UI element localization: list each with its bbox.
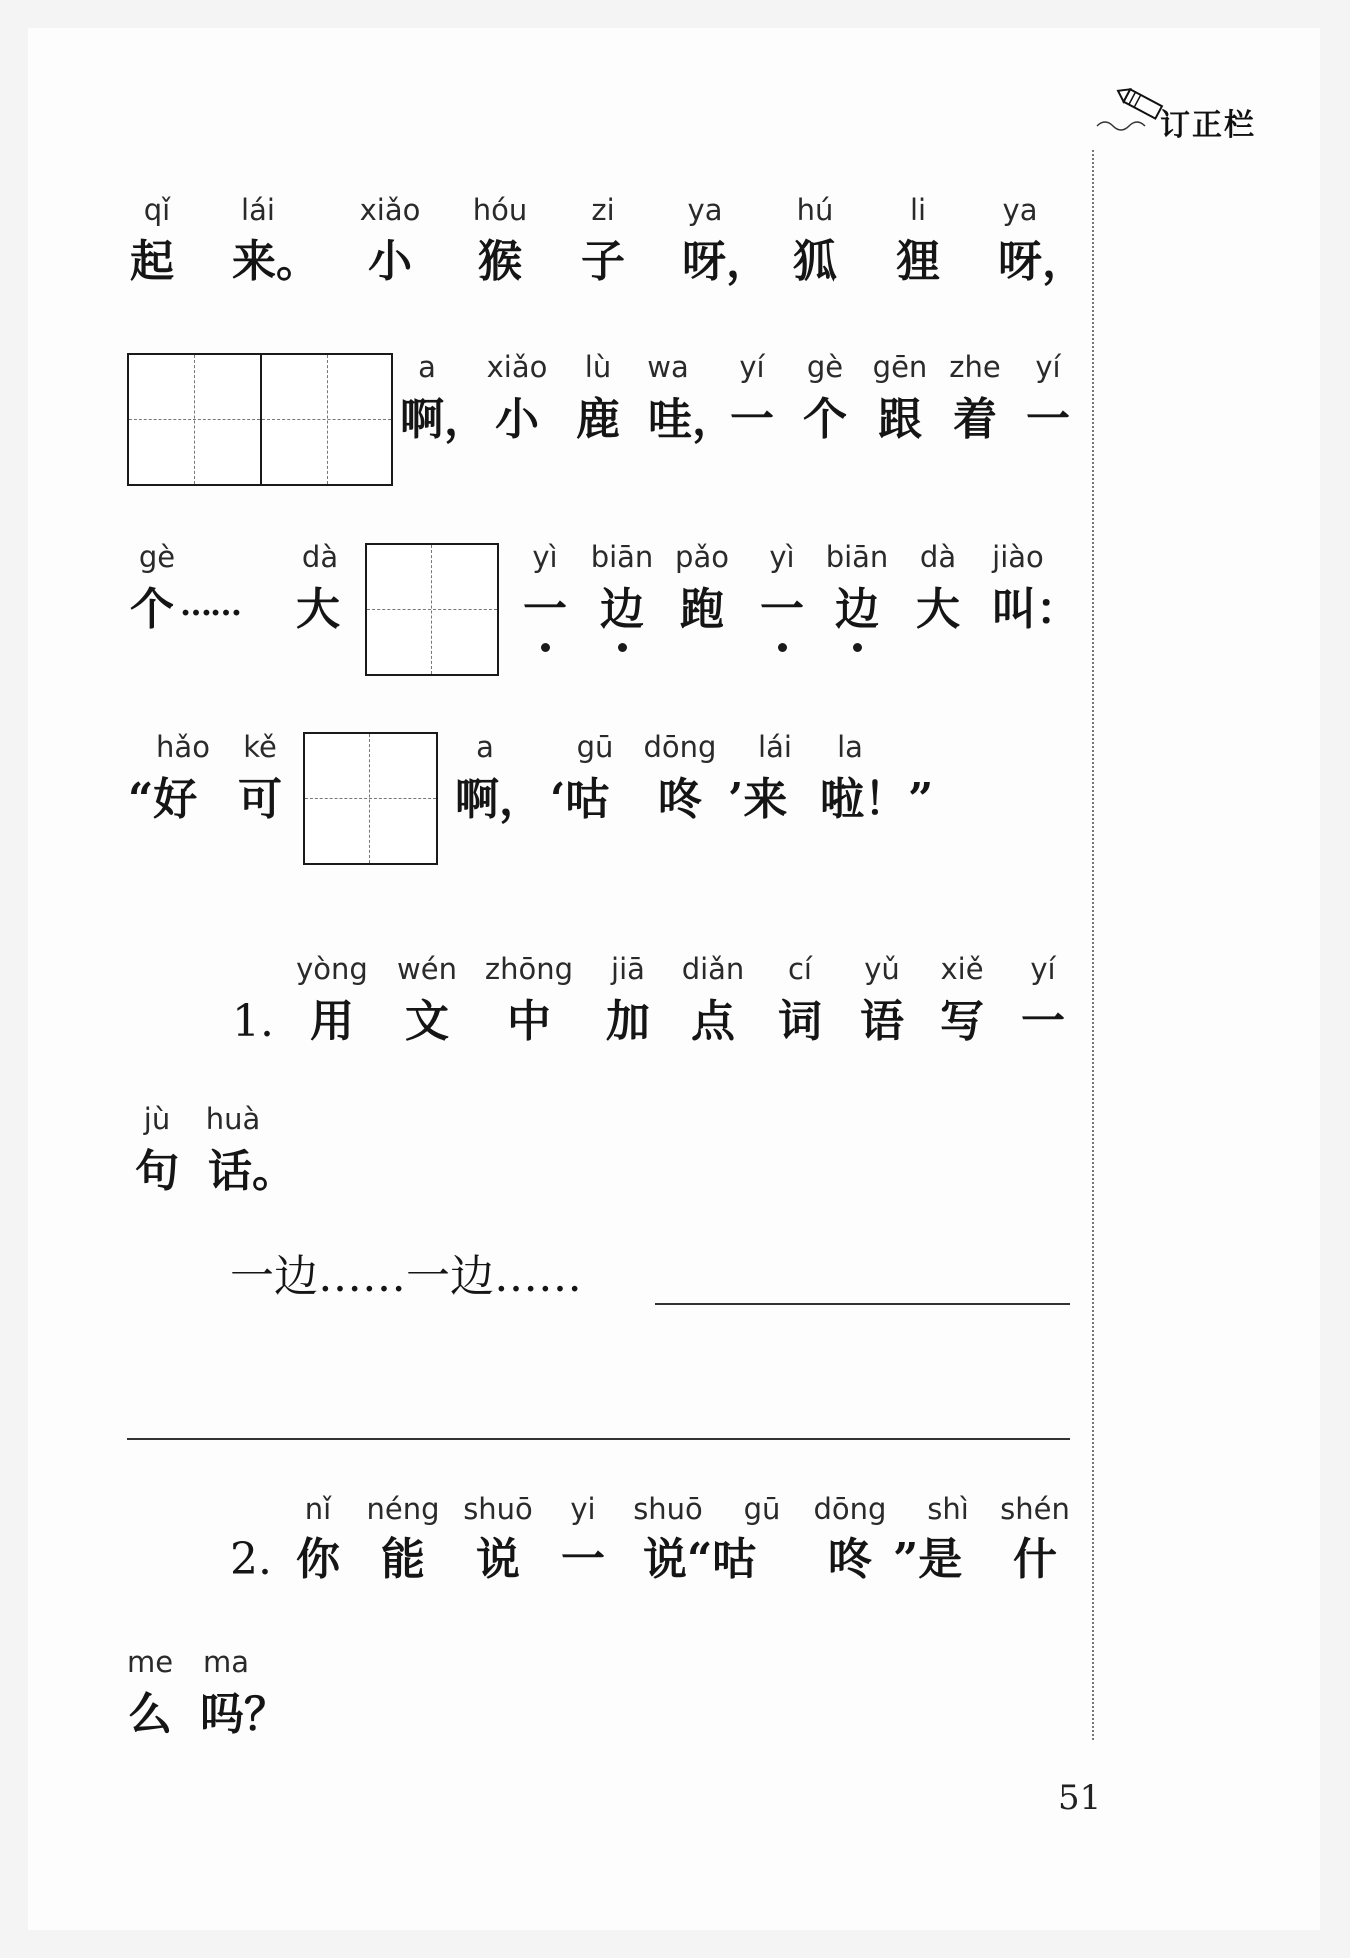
hanzi: 用 bbox=[310, 996, 354, 1047]
pinyin: lái bbox=[241, 193, 275, 227]
pinyin: yǔ bbox=[864, 952, 900, 986]
pinyin: huà bbox=[205, 1102, 261, 1136]
pinyin: dōng bbox=[643, 730, 717, 764]
pinyin: jù bbox=[143, 1102, 171, 1136]
pinyin: dōng bbox=[813, 1492, 887, 1526]
hanzi: 一 bbox=[730, 394, 774, 445]
hanzi: 你 bbox=[296, 1534, 340, 1585]
hanzi: 起 bbox=[130, 236, 174, 287]
pinyin: zi bbox=[591, 193, 615, 227]
pinyin: gū bbox=[743, 1492, 781, 1526]
pinyin: yì bbox=[769, 540, 795, 574]
pinyin: gè bbox=[806, 350, 844, 384]
pinyin: gè bbox=[138, 540, 176, 574]
pinyin: xiǎo bbox=[359, 193, 421, 227]
pinyin: wén bbox=[397, 952, 457, 986]
pinyin: yì bbox=[532, 540, 558, 574]
ellipsis: …… bbox=[180, 585, 240, 623]
pinyin: shén bbox=[1000, 1492, 1070, 1526]
hanzi: 鹿 bbox=[576, 394, 620, 445]
answer-box-one-char[interactable] bbox=[365, 543, 499, 676]
pinyin: gū bbox=[576, 730, 614, 764]
pinyin: lái bbox=[758, 730, 792, 764]
hanzi: 一 bbox=[1026, 394, 1070, 445]
hanzi: 狸 bbox=[896, 236, 940, 287]
hanzi: 可 bbox=[238, 774, 282, 825]
correction-column-title: 订正栏 bbox=[1160, 108, 1256, 143]
pinyin: ya bbox=[1002, 193, 1038, 227]
hanzi: 着 bbox=[953, 394, 997, 445]
pinyin: zhōng bbox=[484, 952, 574, 986]
pinyin: néng bbox=[366, 1492, 440, 1526]
pinyin: a bbox=[476, 730, 494, 764]
hanzi: 一 bbox=[523, 584, 567, 635]
hanzi: 一 bbox=[760, 584, 804, 635]
pinyin: biān bbox=[825, 540, 889, 574]
pinyin: yòng bbox=[296, 952, 368, 986]
hanzi: 大 bbox=[296, 584, 340, 635]
hanzi: 边 bbox=[600, 584, 644, 635]
hanzi: 啊， bbox=[455, 774, 543, 825]
pinyin: gēn bbox=[872, 350, 928, 384]
pinyin: biān bbox=[590, 540, 654, 574]
hanzi: “好 bbox=[128, 774, 198, 825]
hanzi: 呀， bbox=[998, 236, 1086, 287]
hanzi: 个 bbox=[803, 394, 847, 445]
hanzi: 叫： bbox=[992, 584, 1080, 635]
hanzi: 词 bbox=[778, 996, 822, 1047]
pinyin: pǎo bbox=[675, 540, 729, 574]
pinyin: xiǎo bbox=[486, 350, 548, 384]
hanzi: 呀， bbox=[682, 236, 770, 287]
hanzi: 边 bbox=[835, 584, 879, 635]
pinyin: yi bbox=[570, 1492, 596, 1526]
hanzi: 说“咕 bbox=[643, 1534, 757, 1585]
emphasis-dot bbox=[853, 643, 862, 652]
hanzi: 文 bbox=[405, 996, 449, 1047]
hanzi: 吗？ bbox=[200, 1689, 288, 1740]
hanzi: 啊， bbox=[400, 394, 488, 445]
hanzi: 么 bbox=[128, 1689, 172, 1740]
pinyin: qǐ bbox=[143, 193, 171, 227]
hanzi: ’来 bbox=[728, 774, 788, 825]
hanzi: 咚 bbox=[658, 774, 702, 825]
hanzi: 小 bbox=[368, 236, 412, 287]
hanzi: 话。 bbox=[208, 1146, 296, 1197]
hanzi: 一 bbox=[1021, 996, 1065, 1047]
hanzi: ‘咕 bbox=[550, 774, 610, 825]
emphasis-dot bbox=[778, 643, 787, 652]
hanzi: 点 bbox=[691, 996, 735, 1047]
answer-prompt: 一边……一边…… bbox=[230, 1251, 582, 1302]
pinyin: li bbox=[909, 193, 927, 227]
pinyin: ya bbox=[687, 193, 723, 227]
pinyin: hóu bbox=[472, 193, 528, 227]
pinyin: cí bbox=[787, 952, 812, 986]
pinyin: yí bbox=[1035, 350, 1061, 384]
hanzi: 加 bbox=[606, 996, 650, 1047]
pinyin: shuō bbox=[463, 1492, 533, 1526]
pinyin: me bbox=[126, 1645, 174, 1679]
pinyin: la bbox=[837, 730, 863, 764]
hanzi: 哇， bbox=[648, 394, 736, 445]
pinyin: diǎn bbox=[681, 952, 745, 986]
hanzi: 猴 bbox=[478, 236, 522, 287]
pinyin: shì bbox=[927, 1492, 969, 1526]
pinyin: zhe bbox=[949, 350, 1001, 384]
answer-line[interactable] bbox=[655, 1303, 1070, 1305]
question-number: 2. bbox=[230, 1534, 272, 1585]
hanzi: 子 bbox=[581, 236, 625, 287]
pinyin: jiā bbox=[611, 952, 645, 986]
pinyin: shuō bbox=[633, 1492, 703, 1526]
page-number: 51 bbox=[1058, 1778, 1102, 1818]
hanzi: 狐 bbox=[793, 236, 837, 287]
pinyin: xiě bbox=[940, 952, 984, 986]
hanzi: 句 bbox=[135, 1146, 179, 1197]
pinyin: hǎo bbox=[156, 730, 210, 764]
answer-box-one-char[interactable] bbox=[303, 732, 438, 865]
hanzi: 个 bbox=[130, 584, 174, 635]
pinyin: yí bbox=[1030, 952, 1056, 986]
hanzi: 写 bbox=[940, 996, 984, 1047]
pinyin: a bbox=[418, 350, 436, 384]
answer-box-two-char[interactable] bbox=[127, 353, 393, 486]
pinyin: dà bbox=[919, 540, 957, 574]
hanzi: 来。 bbox=[232, 236, 320, 287]
pinyin: kě bbox=[243, 730, 277, 764]
pinyin: wa bbox=[647, 350, 689, 384]
hanzi: 跟 bbox=[878, 394, 922, 445]
pinyin: jiào bbox=[992, 540, 1044, 574]
correction-column-divider bbox=[1092, 150, 1094, 1740]
hanzi: 咚 bbox=[828, 1534, 872, 1585]
emphasis-dot bbox=[541, 643, 550, 652]
hanzi: 能 bbox=[381, 1534, 425, 1585]
hanzi: 语 bbox=[860, 996, 904, 1047]
pinyin: ma bbox=[202, 1645, 250, 1679]
emphasis-dot bbox=[618, 643, 627, 652]
hanzi: 一 bbox=[561, 1534, 605, 1585]
hanzi: 大 bbox=[916, 584, 960, 635]
hanzi: 什 bbox=[1013, 1534, 1057, 1585]
hanzi: 小 bbox=[495, 394, 539, 445]
question-number: 1. bbox=[232, 996, 274, 1047]
pinyin: yí bbox=[739, 350, 765, 384]
pinyin: hú bbox=[796, 193, 834, 227]
hanzi: 中 bbox=[507, 996, 551, 1047]
hanzi: 啦！” bbox=[820, 774, 934, 825]
hanzi: 跑 bbox=[680, 584, 724, 635]
pinyin: nǐ bbox=[304, 1492, 332, 1526]
answer-line[interactable] bbox=[127, 1438, 1070, 1440]
pencil-icon bbox=[1095, 82, 1170, 132]
hanzi: ”是 bbox=[893, 1534, 963, 1585]
pinyin: dà bbox=[301, 540, 339, 574]
hanzi: 说 bbox=[476, 1534, 520, 1585]
pinyin: lù bbox=[584, 350, 612, 384]
